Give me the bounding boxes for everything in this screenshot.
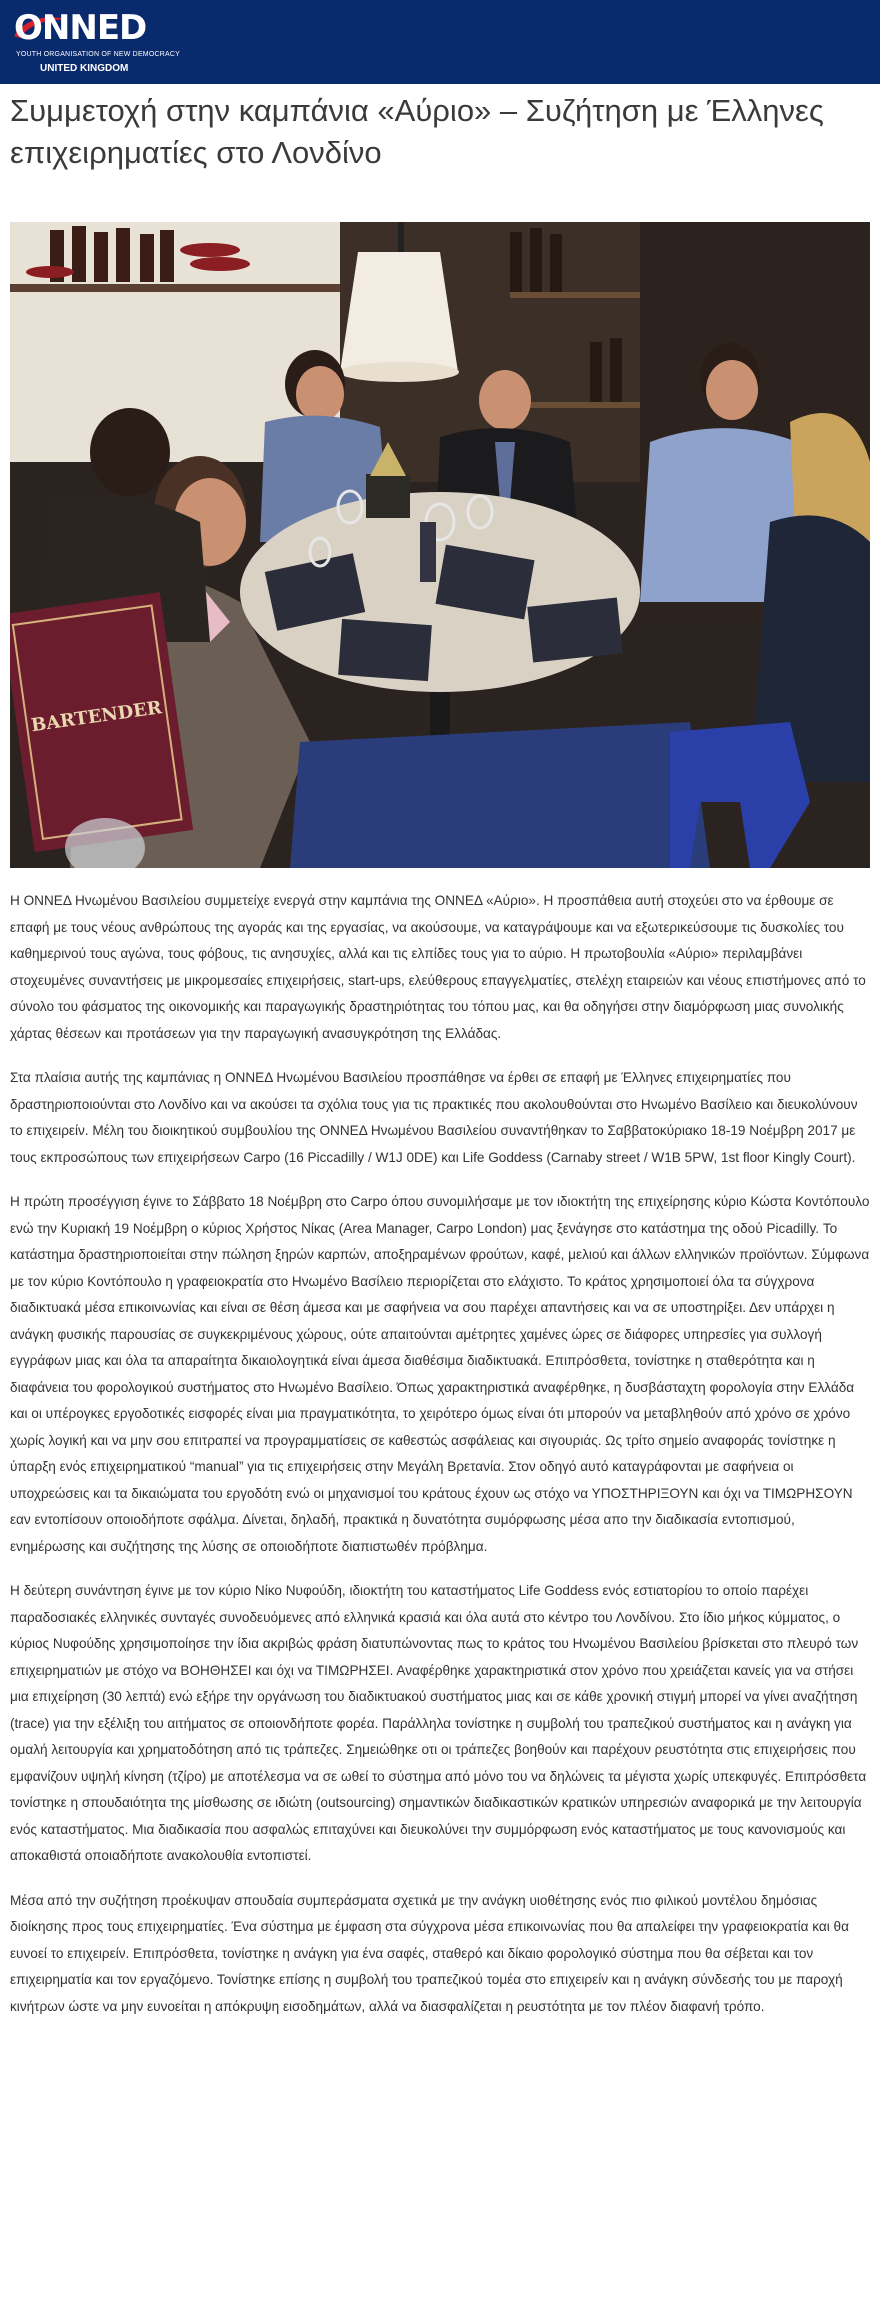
book-cover-text: BARTENDER xyxy=(29,697,164,737)
article-paragraph: Η δεύτερη συνάντηση έγινε με τον κύριο Νίκο Νυφούδη, ιδιοκτήτη του καταστήματος Life Goddess ενός εστιατορίου το οποίο παρέχει παραδοσιακές ελληνικές συνταγές συνοδευόμενες από ελληνικά κρασιά και όλα αυτά στο κέντρο του Λονδίνου. Στο ίδιο μήκος κύμματος, ο κύριος Νυφούδης χρησιμοποίησε την ίδια ακριβώς φράση διατυπώνοντας πως το κράτος του Ηνωμένου Βασιλείου βρίσκεται στο πλευρό των επιχειρηματιών με στόχο να ΒΟΗΘΗΣΕΙ και όχι να ΤΙΜΩΡΗΣΕΙ. Αναφέρθηκε χαρακτηριστικά στον χρόνο που χρειάζεται κανείς για να στήσει μια επιχείρηση (30 λεπτά) ενώ εξήρε την οργάνωση του διαδικτυακού συστήματος μιας και σε κάθε χρονική στιγμή μπορεί να γίνει αναζήτηση (trace) για την εξέλιξη του αιτήματος σε οποιονδήποτε φορέα. Παράλληλα τονίστηκε η συμβολή του τραπεζικού συστήματος και η ανάγκη για ομαλή λειτουργία και χρηματοδότηση από τις τράπεζες. Σημειώθηκε οτι οι τράπεζες βοηθούν και παρέχουν ρευστότητα στις επιχειρήσεις που εμφανίζουν υψηλή κίνηση (τζίρο) με αποτέλεσμα να σε ωθεί το σύστημα από μόνο του να δηλώνεις τα μέγιστα χωρίς υπεκφυγές. Επιπρόσθετα τονίστηκε η σπουδαιότητα της μίσθωσης σε ιδιώτη (outsourcing) σημαντικών διαδικαστικών κρατικών υπηρεσιών αναφορικά με την λειτουργία ενός καταστήματος. Μια διαδικασία που ασφαλώς επιταχύνει και διευκολύνει την συμμόρφωση ενός καταστήματος με τους κανονισμούς και αποκαθιστά οποιαδήποτε ανακολουθία εντοπιστεί. xyxy=(10,1583,867,1863)
logo-wordmark: ONNED xyxy=(14,8,147,48)
site-logo[interactable] xyxy=(12,6,182,80)
site-header xyxy=(0,0,880,84)
article-paragraph: Η πρώτη προσέγγιση έγινε το Σάββατο 18 Νοέμβρη στο Carpo όπου συνομιλήσαμε με τον ιδιοκτήτη της επιχείρησης κύριο Κώστα Κοντόπουλο ενώ την Κυριακή 19 Νοέμβρη ο κύριος Χρήστος Νίκας (Area Manager, Carpo London) μας ξενάγησε στο κατάστημα της οδού Picadilly. Το κατάστημα δραστηριοποιείται στην πώληση ξηρών καρπών, αποξηραμένων φρούτων, καφέ, μελιού και άλλων ελληνικών προϊόντων. Σύμφωνα με τον κύριο Κοντόπουλο η γραφειοκρατία στο Ηνωμένο Βασίλειο περιορίζεται στο ελάχιστο. Το κράτος χρησιμοποιεί όλα τα σύγχρονα διαδικτυακά μέσα επικοινωνίας και είναι σε θέση άμεσα και με σαφήνεια να σου παρέχει απαντήσεις και να σε υποστηρίξει. Δεν υπάρχει η ανάγκη φυσικής παρουσίας σε συγκεκριμένους χώρους, ούτε απαιτούνται αμέτρητες χαμένες ώρες σε διάφορες υπηρεσίες για συλλογή εγγράφων μιας και όλα τα απαραίτητα δικαιολογητικά είναι άμεσα διαθέσιμα διαδικτυακά. Επιπρόσθετα, τονίστηκε η σταθερότητα και η διαφάνεια του φορολογικού συστήματος στο Ηνωμένο Βασίλειο. Όπως χαρακτηριστικά αναφέρθηκε, η δυσβάσταχτη φορολογία στην Ελλάδα και οι υπέρογκες εργοδοτικές εισφορές είναι μια πραγματικότητα, το χειρότερο όμως είναι ότι μπορούν να μεταβληθούν από χρόνο σε χρόνο χωρίς λογική και να μην σου επιτραπεί να προγραμματίσεις σε καθεστώς ασφάλειας και σιγουριάς. Ως τρίτο σημείο αναφοράς τονίστηκε η ύπαρξη ενός επιχειρηματικού “manual” για τις επιχειρήσεις στην Μεγάλη Βρετανία. Στον οδηγό αυτό καταγράφονται με σαφήνεια οι υποχρεώσεις και τα δικαιώματα του εργοδότη ενώ οι μηχανισμοί του κράτους έχουν ως στόχο να ΥΠΟΣΤΗΡΙΞΟΥΝ και όχι να ΤΙΜΩΡΗΣΟΥΝ εαν εντοπίσουν οποιοδήποτε σφάλμα. Δίνεται, δηλαδή, πρακτικά η δυνατότητα συμόρφωσης μέσα απο την διαδικασία εντοπισμού, ενημέρωσης και συζήτησης της λύσης σε οποιοδήποτε διαπιστωθέν πρόβλημα. xyxy=(10,1194,870,1554)
article-paragraph: Στα πλαίσια αυτής της καμπάνιας η ΟΝΝΕΔ Ηνωμένου Βασιλείου προσπάθησε να έρθει σε επαφή με Έλληνες επιχειρηματίες που δραστηριοποιούνται στο Λονδίνο και να ακούσει τα σχόλια τους για τις πρακτικές που ακολουθούνται στο Ηνωμένο Βασίλειο και διευκολύνουν το επιχειρείν. Μέλη του διοικητικού συμβουλίου της ΟΝΝΕΔ Ηνωμένου Βασιλείου συναντήθηκαν το Σαββατοκύριακο 18-19 Νοέμβρη 2017 με τους εκπροσώπους των επιχειρήσεων Carpo (16 Piccadilly / W1J 0DE) και Life Goddess (Carnaby street / W1B 5PW, 1st floor Kingly Court). xyxy=(10,1070,858,1165)
article-body xyxy=(10,888,872,2038)
article-paragraph: Μέσα από την συζήτηση προέκυψαν σπουδαία συμπεράσματα σχετικά με την ανάγκη υιοθέτησης ενός πιο φιλικού μοντέλου δημόσιας διοίκησης προς τους επιχειρηματίες. Ένα σύστημα με έμφαση στα σύγχρονα μέσα επικοινωνίας που θα απαλείφει την γραφειοκρατία και θα ευνοεί το επιχειρείν. Επιπρόσθετα, τονίστηκε η ανάγκη για ένα σαφές, σταθερό και δίκαιο φορολογικό σύστημα που θα σέβεται και τον επιχειρηματία και τον εργαζόμενο. Τονίστηκε επίσης η συμβολή του τραπεζικού τομέα στο επιχειρείν και η ανάγκη σύνδεσής του με παροχή κινήτρων ώστε να μην ευνοείται η απόκρυψη εισοδημάτων, αλλά να διασφαλίζεται η ρευστότητα με τον πλέον διαφανή τρόπο. xyxy=(10,1892,849,2014)
article-title: Συμμετοχή στην καμπάνια «Αύριο» – Συζήτηση με Έλληνες επιχειρηματίες στο Λονδίνο xyxy=(10,93,824,170)
meeting-photo-illustration xyxy=(10,222,870,868)
logo-subtitle: YOUTH ORGANISATION OF NEW DEMOCRACY xyxy=(16,51,180,58)
article-paragraph: Η ΟΝΝΕΔ Ηνωμένου Βασιλείου συμμετείχε ενεργά στην καμπάνια της ΟΝΝΕΔ «Αύριο». Η προσπάθεια αυτή στοχεύει στο να έρθουμε σε επαφή με τους νέους ανθρώπους της αγοράς και της εργασίας, να ακούσουμε, να καταγράψουμε και να εξωτερικεύσουμε τις δυσκολίες του καθημερινού τους αγώνα, τους φόβους, τις ανησυχίες, αλλά και τις ελπίδες τους για το αύριο. Η πρωτοβουλία «Αύριο» περιλαμβάνει στοχευμένες συναντήσεις με μικρομεσαίες επιχειρήσεις, start-ups, ελεύθερους επαγγελματίες, στελέχη εταιρειών και νέους επιστήμονες από το σύνολο του φάσματος της οικονομικής και παραγωγικής δραστηριότητας του τόπου μας, και θα οδηγήσει στην διαμόρφωση μιας συνολικής χάρτας θέσεων και προτάσεων για την παραγωγική ανασυγκρότηση της Ελλάδας. xyxy=(10,893,866,1041)
logo-country: UNITED KINGDOM xyxy=(40,63,129,74)
article-photo xyxy=(10,222,870,868)
